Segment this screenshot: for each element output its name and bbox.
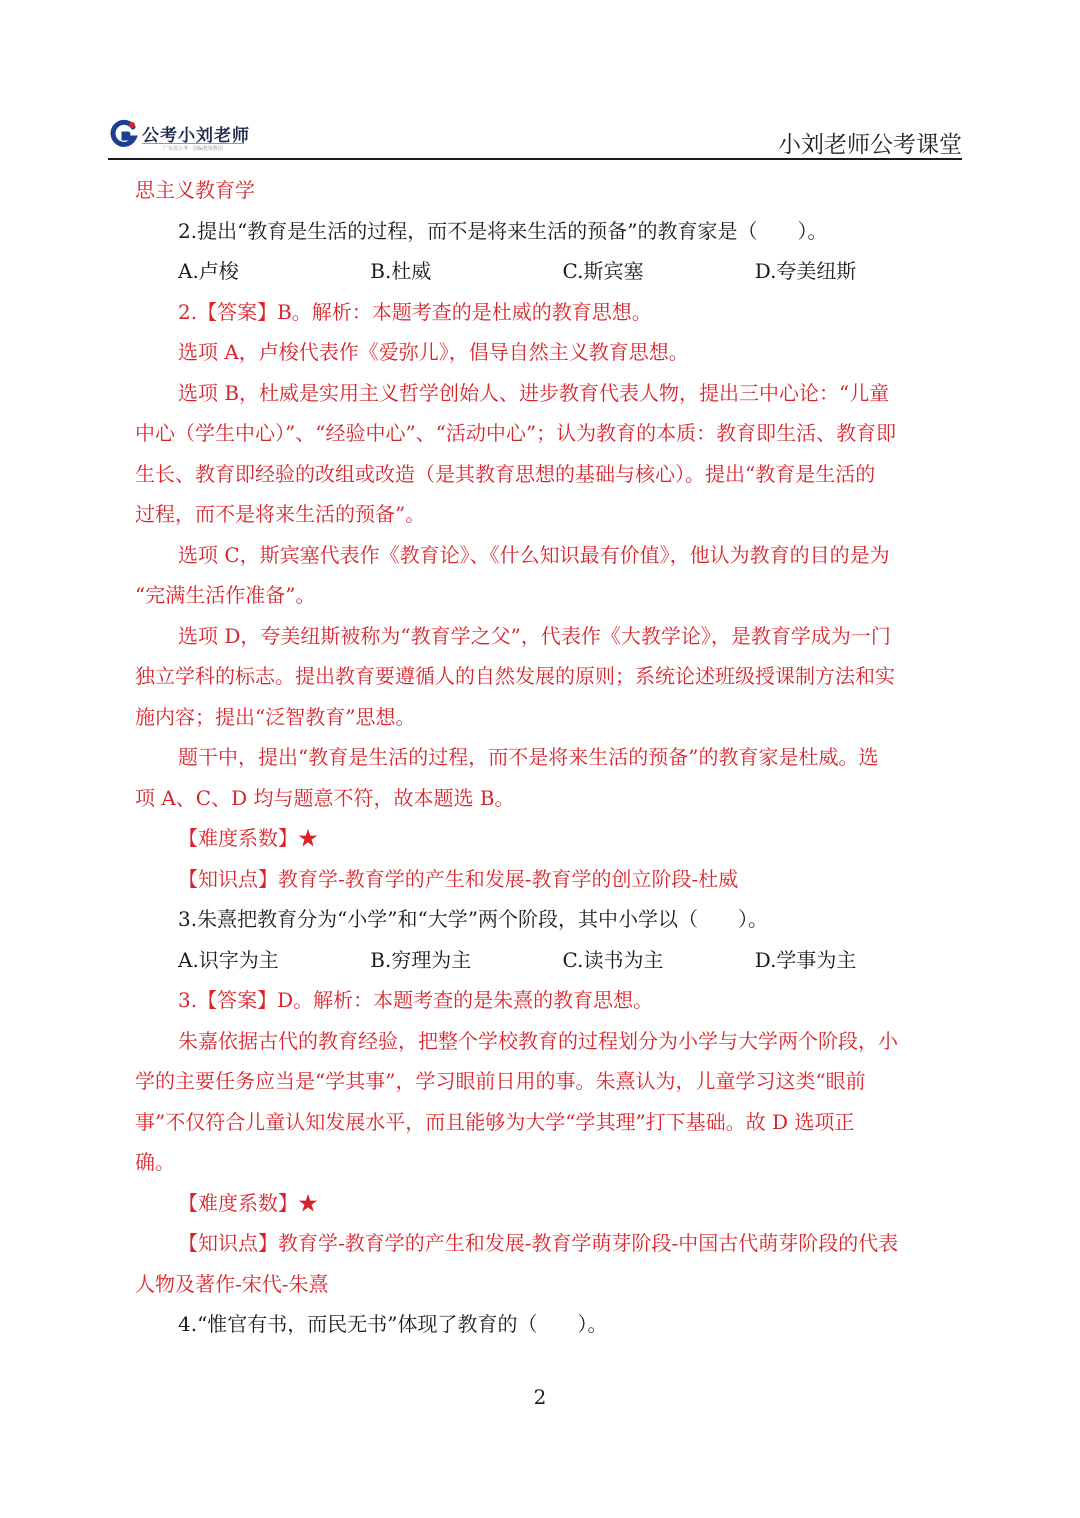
brand-logo [108, 118, 258, 154]
answer-2: 2.【答案】B。解析：本题考查的是杜威的教育思想。 [178, 299, 652, 324]
page-header [108, 118, 962, 160]
explanation-line: 朱嘉依据古代的教育经验，把整个学校教育的过程划分为小学与大学两个阶段，小 [178, 1028, 898, 1053]
option-c: C.读书为主 [562, 947, 664, 972]
question-4: 4.“惟官有书，而民无书”体现了教育的（ ）。 [178, 1312, 608, 1336]
explanation-line: 项 A、C、D 均与题意不符，故本题选 B。 [135, 785, 515, 810]
page-number: 2 [533, 1385, 547, 1409]
explanation-line: 中心（学生中心）”、“经验中心”、“活动中心”；认为教育的本质：教育即生活、教育即 [135, 421, 897, 445]
knowledge-point-line: 【知识点】教育学-教育学的产生和发展-教育学萌芽阶段-中国古代萌芽阶段的代表 [178, 1231, 899, 1255]
q3-options [135, 940, 947, 981]
explanation-line: 选项 B，杜威是实用主义哲学创始人、进步教育代表人物，提出三中心论：“儿童 [178, 380, 890, 405]
explanation-line: 选项 C，斯宾塞代表作《教育论》、《什么知识最有价值》，他认为教育的目的是为 [178, 542, 890, 567]
option-d: D.夸美纽斯 [754, 259, 857, 283]
answer-3: 3.【答案】D。解析：本题考查的是朱熹的教育思想。 [178, 988, 654, 1012]
difficulty-line: 【难度系数】★ [178, 826, 318, 850]
explanation-line: 生长、教育即经验的改组或改造（是其教育思想的基础与核心）。提出“教育是生活的 [135, 461, 876, 486]
explanation-line: 确。 [135, 1150, 175, 1174]
option-b: B.杜威 [370, 259, 432, 283]
explanation-line: 事”不仅符合儿童认知发展水平，而且能够为大学“学其理”打下基础。故 D 选项正 [135, 1109, 855, 1134]
option-a: A.卢梭 [178, 259, 239, 283]
q2-options [135, 251, 947, 292]
option-d: D.学事为主 [754, 947, 857, 972]
explanation-line: 选项 A，卢梭代表作《爱弥儿》，倡导自然主义教育思想。 [178, 340, 689, 364]
question-2: 2.提出“教育是生活的过程，而不是将来生活的预备”的教育家是（ ）。 [178, 218, 828, 243]
explanation-line: 施内容；提出“泛智教育”思想。 [135, 704, 416, 729]
explanation-line: 题干中，提出“教育是生活的过程，而不是将来生活的预备”的教育家是杜威。选 [178, 745, 879, 769]
option-a: A.识字为主 [178, 947, 279, 972]
option-b: B.穷理为主 [370, 947, 472, 972]
knowledge-point-line: 人物及著作-宋代-朱熹 [135, 1271, 329, 1296]
explanation-line: 独立学科的标志。提出教育要遵循人的自然发展的原则；系统论述班级授课制方法和实 [135, 664, 895, 688]
difficulty-line: 【难度系数】★ [178, 1190, 318, 1215]
explanation-line: 学的主要任务应当是“学其事”，学习眼前日用的事。朱熹认为，儿童学习这类“眼前 [135, 1069, 866, 1093]
logo-text: 公考小刘老师 [142, 126, 250, 146]
page-content [135, 170, 947, 1345]
logo-g-icon [108, 119, 138, 149]
knowledge-point-line: 【知识点】教育学-教育学的产生和发展-教育学的创立阶段-杜威 [178, 866, 739, 891]
explanation-line: 过程，而不是将来生活的预备”。 [135, 502, 426, 526]
explanation-line: “完满生活作准备”。 [135, 583, 316, 607]
header-divider [108, 158, 962, 160]
header-title: 小刘老师公考课堂 [778, 132, 962, 158]
explanation-line: 选项 D，夸美纽斯被称为“教育学之父”，代表作《大教学论》，是教育学成为一门 [178, 623, 891, 648]
text-line: 思主义教育学 [135, 178, 255, 202]
logo-subtext: 广东省公考 · 国编教资教招 [142, 143, 244, 152]
option-c: C.斯宾塞 [562, 259, 644, 283]
question-3: 3.朱熹把教育分为“小学”和“大学”两个阶段，其中小学以（ ）。 [178, 907, 768, 931]
